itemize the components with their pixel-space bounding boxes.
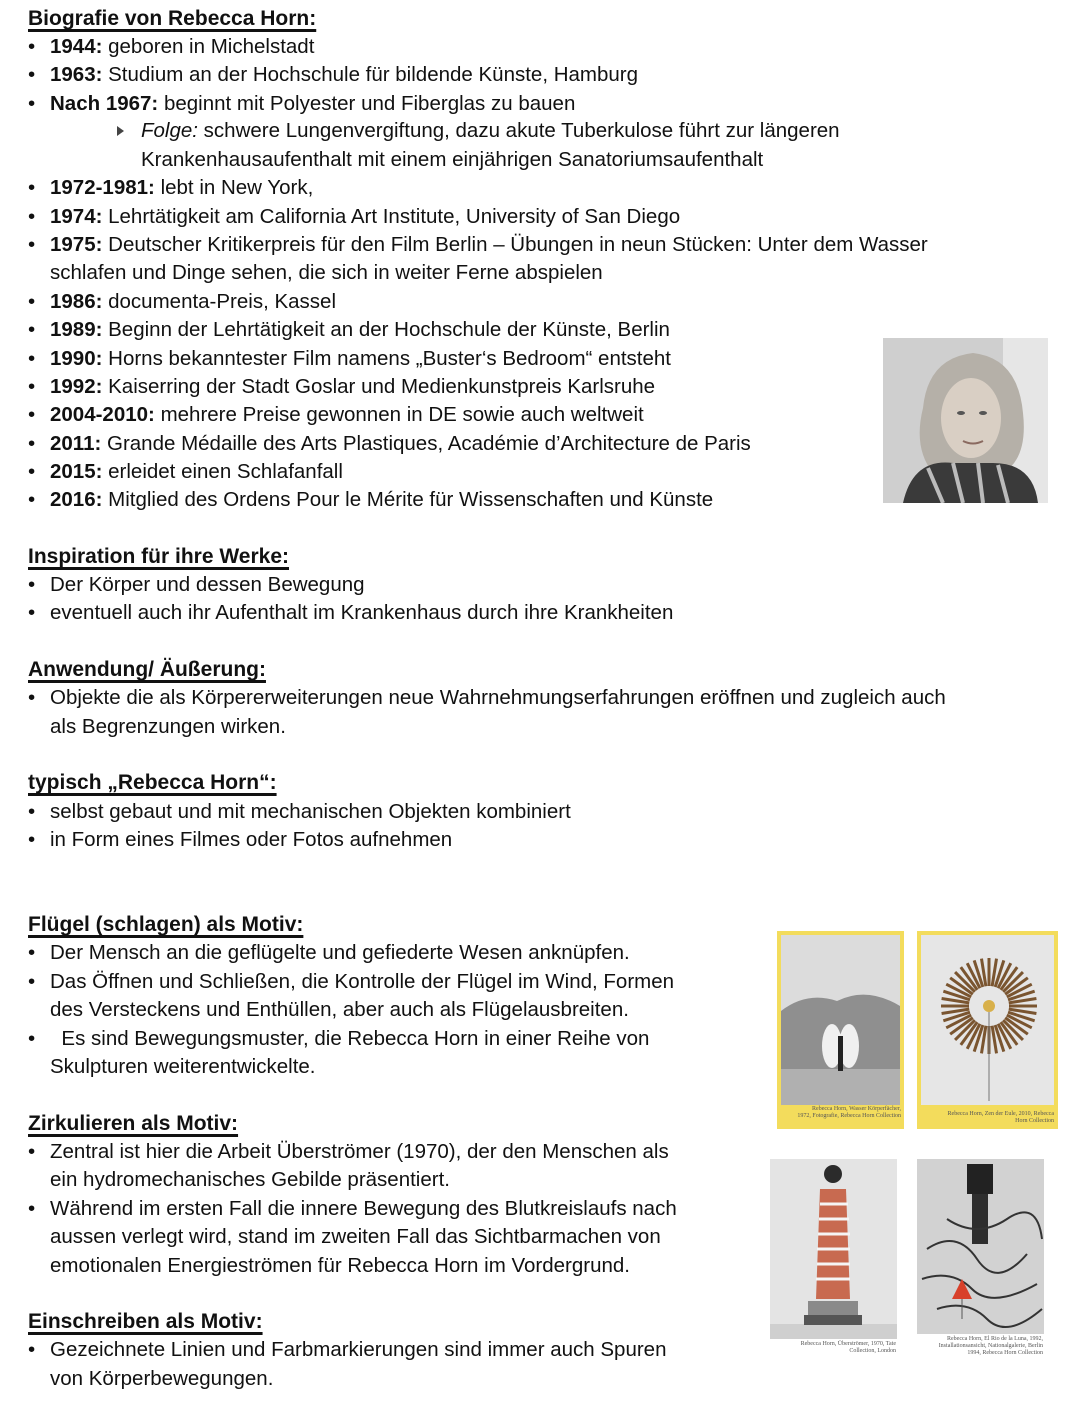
list-item-cont: aussen verlegt wird, stand im zweiten Fall das Sichtbarmachen von	[50, 1225, 661, 1248]
portrait-photo	[883, 338, 1048, 503]
typisch-heading: typisch „Rebecca Horn“:	[28, 771, 277, 794]
bio-sub-item-cont: Krankenhausaufenthalt mit einem einjährigen Sanatoriumsaufenthalt	[141, 148, 764, 171]
list-item-cont: von Körperbewegungen.	[50, 1367, 274, 1390]
caption-2: Rebecca Horn, Zen der Eule, 2010, Rebecca Horn Collection	[947, 1111, 1054, 1124]
list-item-cont: emotionalen Energieströmen für Rebecca Horn im Vordergrund.	[50, 1254, 630, 1277]
artwork-photo-wasser	[777, 931, 904, 1129]
fluegel-heading: Flügel (schlagen) als Motiv:	[28, 913, 304, 936]
bio-sub-item: Folge: schwere Lungenvergiftung, dazu akute Tuberkulose führt zur längeren	[141, 117, 840, 145]
artwork-photo-ueberstroemer	[770, 1159, 897, 1357]
artwork-photo-rio	[917, 1159, 1044, 1357]
einschreiben-heading: Einschreiben als Motiv:	[28, 1310, 263, 1333]
artwork-image	[917, 1159, 1044, 1334]
artwork-image	[777, 931, 904, 1129]
artwork-image	[770, 1159, 897, 1339]
list-item-cont: ein hydromechanisches Gebilde präsentiert.	[50, 1168, 450, 1191]
caption-1: Rebecca Horn, Wasser Körperfächer, 1972, Fotografie, Rebecca Horn Collection	[797, 1106, 901, 1119]
caption-4: Rebecca Horn, El Rio de la Luna, 1992, Installationsansicht, Nationalgalerie, Berlin 1994, Rebecca Horn Collection	[938, 1336, 1043, 1356]
list-item-cont: des Versteckens und Enthüllen, aber auch als Flügelausbreiten.	[50, 998, 629, 1021]
anwendung-heading: Anwendung/ Äußerung:	[28, 658, 266, 681]
triangle-bullet-icon	[117, 126, 124, 136]
caption-3: Rebecca Horn, Überströmer, 1970, Tate Collection, London	[800, 1341, 896, 1354]
bio-heading: Biografie von Rebecca Horn:	[28, 7, 317, 30]
bio-list-item-cont: schlafen und Dinge sehen, die sich in weiter Ferne abspielen	[50, 261, 603, 284]
list-item-cont: Skulpturen weiterentwickelte.	[50, 1055, 316, 1078]
artwork-image	[917, 931, 1058, 1129]
zirkulieren-heading: Zirkulieren als Motiv:	[28, 1112, 239, 1135]
artwork-photo-zen	[917, 931, 1058, 1129]
inspiration-heading: Inspiration für ihre Werke:	[28, 545, 289, 568]
list-item-cont: als Begrenzungen wirken.	[50, 715, 286, 738]
portrait-image	[883, 338, 1048, 503]
